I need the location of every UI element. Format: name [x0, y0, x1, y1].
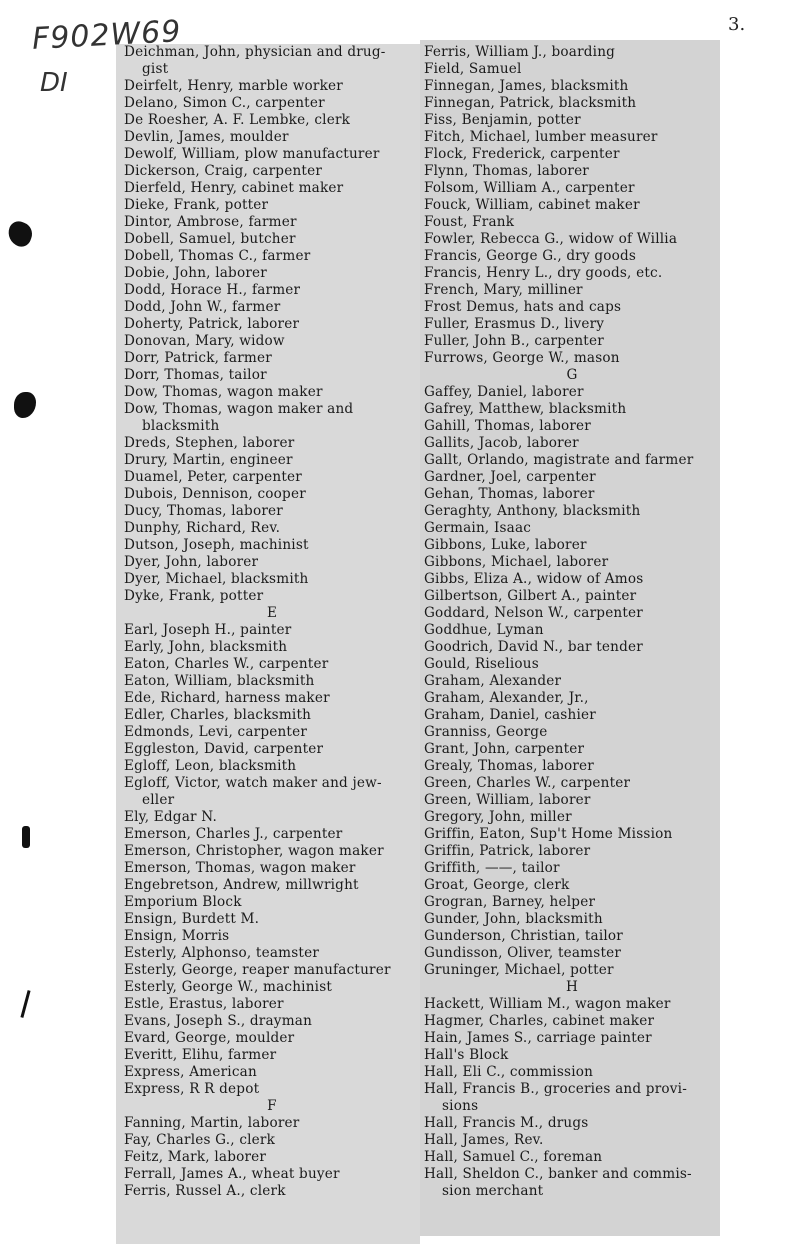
directory-entry: Gallits, Jacob, laborer — [424, 435, 579, 451]
right-column — [424, 44, 720, 1200]
directory-entry: Dreds, Stephen, laborer — [124, 435, 295, 451]
directory-entry: Hall, Samuel C., foreman — [424, 1149, 603, 1165]
directory-entry: Dierfeld, Henry, cabinet maker — [124, 180, 344, 196]
directory-entry: Graham, Daniel, cashier — [424, 707, 596, 723]
directory-entry: Dyer, Michael, blacksmith — [124, 571, 309, 587]
ink-blot-mark — [14, 392, 36, 418]
directory-entry: Hall, James, Rev. — [424, 1132, 544, 1148]
directory-entry: Goodrich, David N., bar tender — [424, 639, 643, 655]
handwritten-initials: DI — [40, 68, 68, 98]
directory-entry: Ducy, Thomas, laborer — [124, 503, 283, 519]
directory-entry: Furrows, George W., mason — [424, 350, 620, 366]
directory-entry: Donovan, Mary, widow — [124, 333, 285, 349]
left-column — [124, 44, 420, 1200]
directory-entry: Griffin, Patrick, laborer — [424, 843, 591, 859]
directory-entry: Germain, Isaac — [424, 520, 532, 536]
directory-entry: Gibbons, Michael, laborer — [424, 554, 609, 570]
directory-entry: Graham, Alexander, Jr., — [424, 690, 589, 706]
ink-blot-mark — [22, 826, 30, 848]
directory-entry: Estle, Erastus, laborer — [124, 996, 284, 1012]
directory-entry: Gaffey, Daniel, laborer — [424, 384, 584, 400]
directory-entry: Engebretson, Andrew, millwright — [124, 877, 359, 893]
directory-entry: Griffith, ——, tailor — [424, 860, 560, 876]
section-letter-heading: H — [565, 979, 579, 995]
directory-entry: eller — [142, 792, 175, 808]
directory-entry: Green, Charles W., carpenter — [424, 775, 631, 791]
section-letter-heading: F — [267, 1098, 277, 1114]
directory-entry: Goddard, Nelson W., carpenter — [424, 605, 643, 621]
directory-entry: Feitz, Mark, laborer — [124, 1149, 267, 1165]
directory-entry: Early, John, blacksmith — [124, 639, 288, 655]
directory-entry: Gould, Riselious — [424, 656, 539, 672]
directory-entry: sion merchant — [442, 1183, 544, 1199]
directory-entry: Dieke, Frank, potter — [124, 197, 269, 213]
directory-entry: Gunder, John, blacksmith — [424, 911, 603, 927]
directory-entry: Eaton, William, blacksmith — [124, 673, 315, 689]
directory-entry: Earl, Joseph H., painter — [124, 622, 292, 638]
directory-entry: Gibbons, Luke, laborer — [424, 537, 587, 553]
directory-entry: Devlin, James, moulder — [124, 129, 289, 145]
directory-entry: Dintor, Ambrose, farmer — [124, 214, 297, 230]
directory-entry: Fuller, Erasmus D., livery — [424, 316, 605, 332]
directory-entry: Edmonds, Levi, carpenter — [124, 724, 308, 740]
directory-entry: Egloff, Victor, watch maker and jew- — [124, 775, 382, 791]
directory-entry: Emerson, Christopher, wagon maker — [124, 843, 384, 859]
ink-blot-mark — [20, 990, 30, 1018]
directory-entry: Folsom, William A., carpenter — [424, 180, 635, 196]
directory-entry: Francis, George G., dry goods — [424, 248, 637, 264]
directory-entry: Gallt, Orlando, magistrate and farmer — [424, 452, 694, 468]
directory-entry: Graham, Alexander — [424, 673, 562, 689]
directory-entry: Gehan, Thomas, laborer — [424, 486, 595, 502]
directory-entry: Express, American — [124, 1064, 257, 1080]
handwritten-code: F902W69 — [31, 14, 183, 57]
directory-entry: Dow, Thomas, wagon maker and — [124, 401, 354, 417]
directory-entry: Eggleston, David, carpenter — [124, 741, 324, 757]
directory-entry: Ede, Richard, harness maker — [124, 690, 330, 706]
directory-entry: Emporium Block — [124, 894, 242, 910]
directory-entry: Granniss, George — [424, 724, 548, 740]
directory-entry: Goddhue, Lyman — [424, 622, 544, 638]
directory-entry: Foust, Frank — [424, 214, 515, 230]
directory-entry: Express, R R depot — [124, 1081, 260, 1097]
directory-entry: Dunphy, Richard, Rev. — [124, 520, 281, 536]
directory-entry: Grant, John, carpenter — [424, 741, 585, 757]
directory-entry: Fay, Charles G., clerk — [124, 1132, 276, 1148]
directory-entry: blacksmith — [142, 418, 220, 434]
directory-entry: Fiss, Benjamin, potter — [424, 112, 581, 128]
directory-entry: Hall, Francis B., groceries and provi- — [424, 1081, 688, 1097]
directory-entry: Gafrey, Matthew, blacksmith — [424, 401, 627, 417]
directory-entry: Flock, Frederick, carpenter — [424, 146, 620, 162]
directory-entry: Dyke, Frank, potter — [124, 588, 264, 604]
directory-entry: Duamel, Peter, carpenter — [124, 469, 302, 485]
directory-entry: Dickerson, Craig, carpenter — [124, 163, 323, 179]
directory-entry: Finnegan, James, blacksmith — [424, 78, 629, 94]
directory-entry: Dorr, Thomas, tailor — [124, 367, 267, 383]
directory-entry: Hall, Francis M., drugs — [424, 1115, 589, 1131]
directory-entry: Dobell, Thomas C., farmer — [124, 248, 311, 264]
directory-entry: Hagmer, Charles, cabinet maker — [424, 1013, 655, 1029]
directory-entry: Edler, Charles, blacksmith — [124, 707, 312, 723]
directory-entry: Dorr, Patrick, farmer — [124, 350, 272, 366]
directory-entry: Grogran, Barney, helper — [424, 894, 596, 910]
directory-entry: Ferrall, James A., wheat buyer — [124, 1166, 340, 1182]
directory-entry: Drury, Martin, engineer — [124, 452, 293, 468]
directory-entry: Frost Demus, hats and caps — [424, 299, 622, 315]
directory-entry: Egloff, Leon, blacksmith — [124, 758, 297, 774]
directory-entry: Gregory, John, miller — [424, 809, 572, 825]
directory-entry: Field, Samuel — [424, 61, 522, 77]
directory-entry: Dodd, John W., farmer — [124, 299, 281, 315]
directory-entry: Hackett, William M., wagon maker — [424, 996, 671, 1012]
directory-entry: Evans, Joseph S., drayman — [124, 1013, 313, 1029]
directory-entry: Ely, Edgar N. — [124, 809, 217, 825]
directory-entry: Doherty, Patrick, laborer — [124, 316, 300, 332]
directory-entry: Francis, Henry L., dry goods, etc. — [424, 265, 663, 281]
directory-entry: Geraghty, Anthony, blacksmith — [424, 503, 641, 519]
directory-entry: Dubois, Dennison, cooper — [124, 486, 306, 502]
directory-entry: Esterly, George, reaper manufacturer — [124, 962, 391, 978]
directory-entry: Dobell, Samuel, butcher — [124, 231, 296, 247]
directory-entry: Eaton, Charles W., carpenter — [124, 656, 329, 672]
directory-entry: Emerson, Charles J., carpenter — [124, 826, 343, 842]
directory-entry: Gilbertson, Gilbert A., painter — [424, 588, 637, 604]
directory-entry: Dodd, Horace H., farmer — [124, 282, 301, 298]
directory-entry: Ferris, Russel A., clerk — [124, 1183, 286, 1199]
section-letter-heading: E — [266, 605, 278, 621]
directory-entry: Dyer, John, laborer — [124, 554, 259, 570]
directory-entry: Hall, Sheldon C., banker and commis- — [424, 1166, 692, 1182]
directory-entry: Ensign, Morris — [124, 928, 230, 944]
directory-entry: Deirfelt, Henry, marble worker — [124, 78, 343, 94]
directory-entry: Groat, George, clerk — [424, 877, 570, 893]
directory-entry: Esterly, Alphonso, teamster — [124, 945, 320, 961]
directory-entry: Fanning, Martin, laborer — [124, 1115, 300, 1131]
directory-entry: Everitt, Elihu, farmer — [124, 1047, 277, 1063]
directory-entry: Dutson, Joseph, machinist — [124, 537, 309, 553]
directory-entry: Gardner, Joel, carpenter — [424, 469, 596, 485]
directory-entry: Gahill, Thomas, laborer — [424, 418, 592, 434]
directory-entry: Hall's Block — [424, 1047, 509, 1063]
directory-entry: De Roesher, A. F. Lembke, clerk — [124, 112, 351, 128]
directory-entry: Dewolf, William, plow manufacturer — [124, 146, 380, 162]
directory-entry: Flynn, Thomas, laborer — [424, 163, 590, 179]
directory-entry: Dow, Thomas, wagon maker — [124, 384, 323, 400]
directory-entry: Ferris, William J., boarding — [424, 44, 616, 60]
directory-entry: Dobie, John, laborer — [124, 265, 267, 281]
directory-entry: Delano, Simon C., carpenter — [124, 95, 325, 111]
directory-entry: Fitch, Michael, lumber measurer — [424, 129, 658, 145]
directory-entry: Gruninger, Michael, potter — [424, 962, 614, 978]
directory-entry: Hall, Eli C., commission — [424, 1064, 594, 1080]
directory-entry: Gundisson, Oliver, teamster — [424, 945, 622, 961]
directory-entry: Deichman, John, physician and drug- — [124, 44, 386, 60]
directory-entry: Gibbs, Eliza A., widow of Amos — [424, 571, 644, 587]
directory-entry: Green, William, laborer — [424, 792, 591, 808]
directory-entry: Finnegan, Patrick, blacksmith — [424, 95, 637, 111]
directory-entry: French, Mary, milliner — [424, 282, 583, 298]
ink-blot-mark — [5, 219, 36, 250]
page-number: 3. — [728, 14, 746, 35]
directory-entry: Hain, James S., carriage painter — [424, 1030, 652, 1046]
directory-entry: Grealy, Thomas, laborer — [424, 758, 594, 774]
directory-entry: sions — [442, 1098, 479, 1114]
directory-entry: Evard, George, moulder — [124, 1030, 295, 1046]
directory-entry: Emerson, Thomas, wagon maker — [124, 860, 356, 876]
directory-entry: Esterly, George W., machinist — [124, 979, 333, 995]
directory-entry: gist — [142, 61, 169, 77]
directory-entry: Ensign, Burdett M. — [124, 911, 260, 927]
directory-entry: Griffin, Eaton, Sup't Home Mission — [424, 826, 673, 842]
directory-entry: Fouck, William, cabinet maker — [424, 197, 640, 213]
directory-entry: Fowler, Rebecca G., widow of Willia — [424, 231, 678, 247]
directory-entry: Gunderson, Christian, tailor — [424, 928, 624, 944]
section-letter-heading: G — [566, 367, 578, 383]
directory-entry: Fuller, John B., carpenter — [424, 333, 604, 349]
